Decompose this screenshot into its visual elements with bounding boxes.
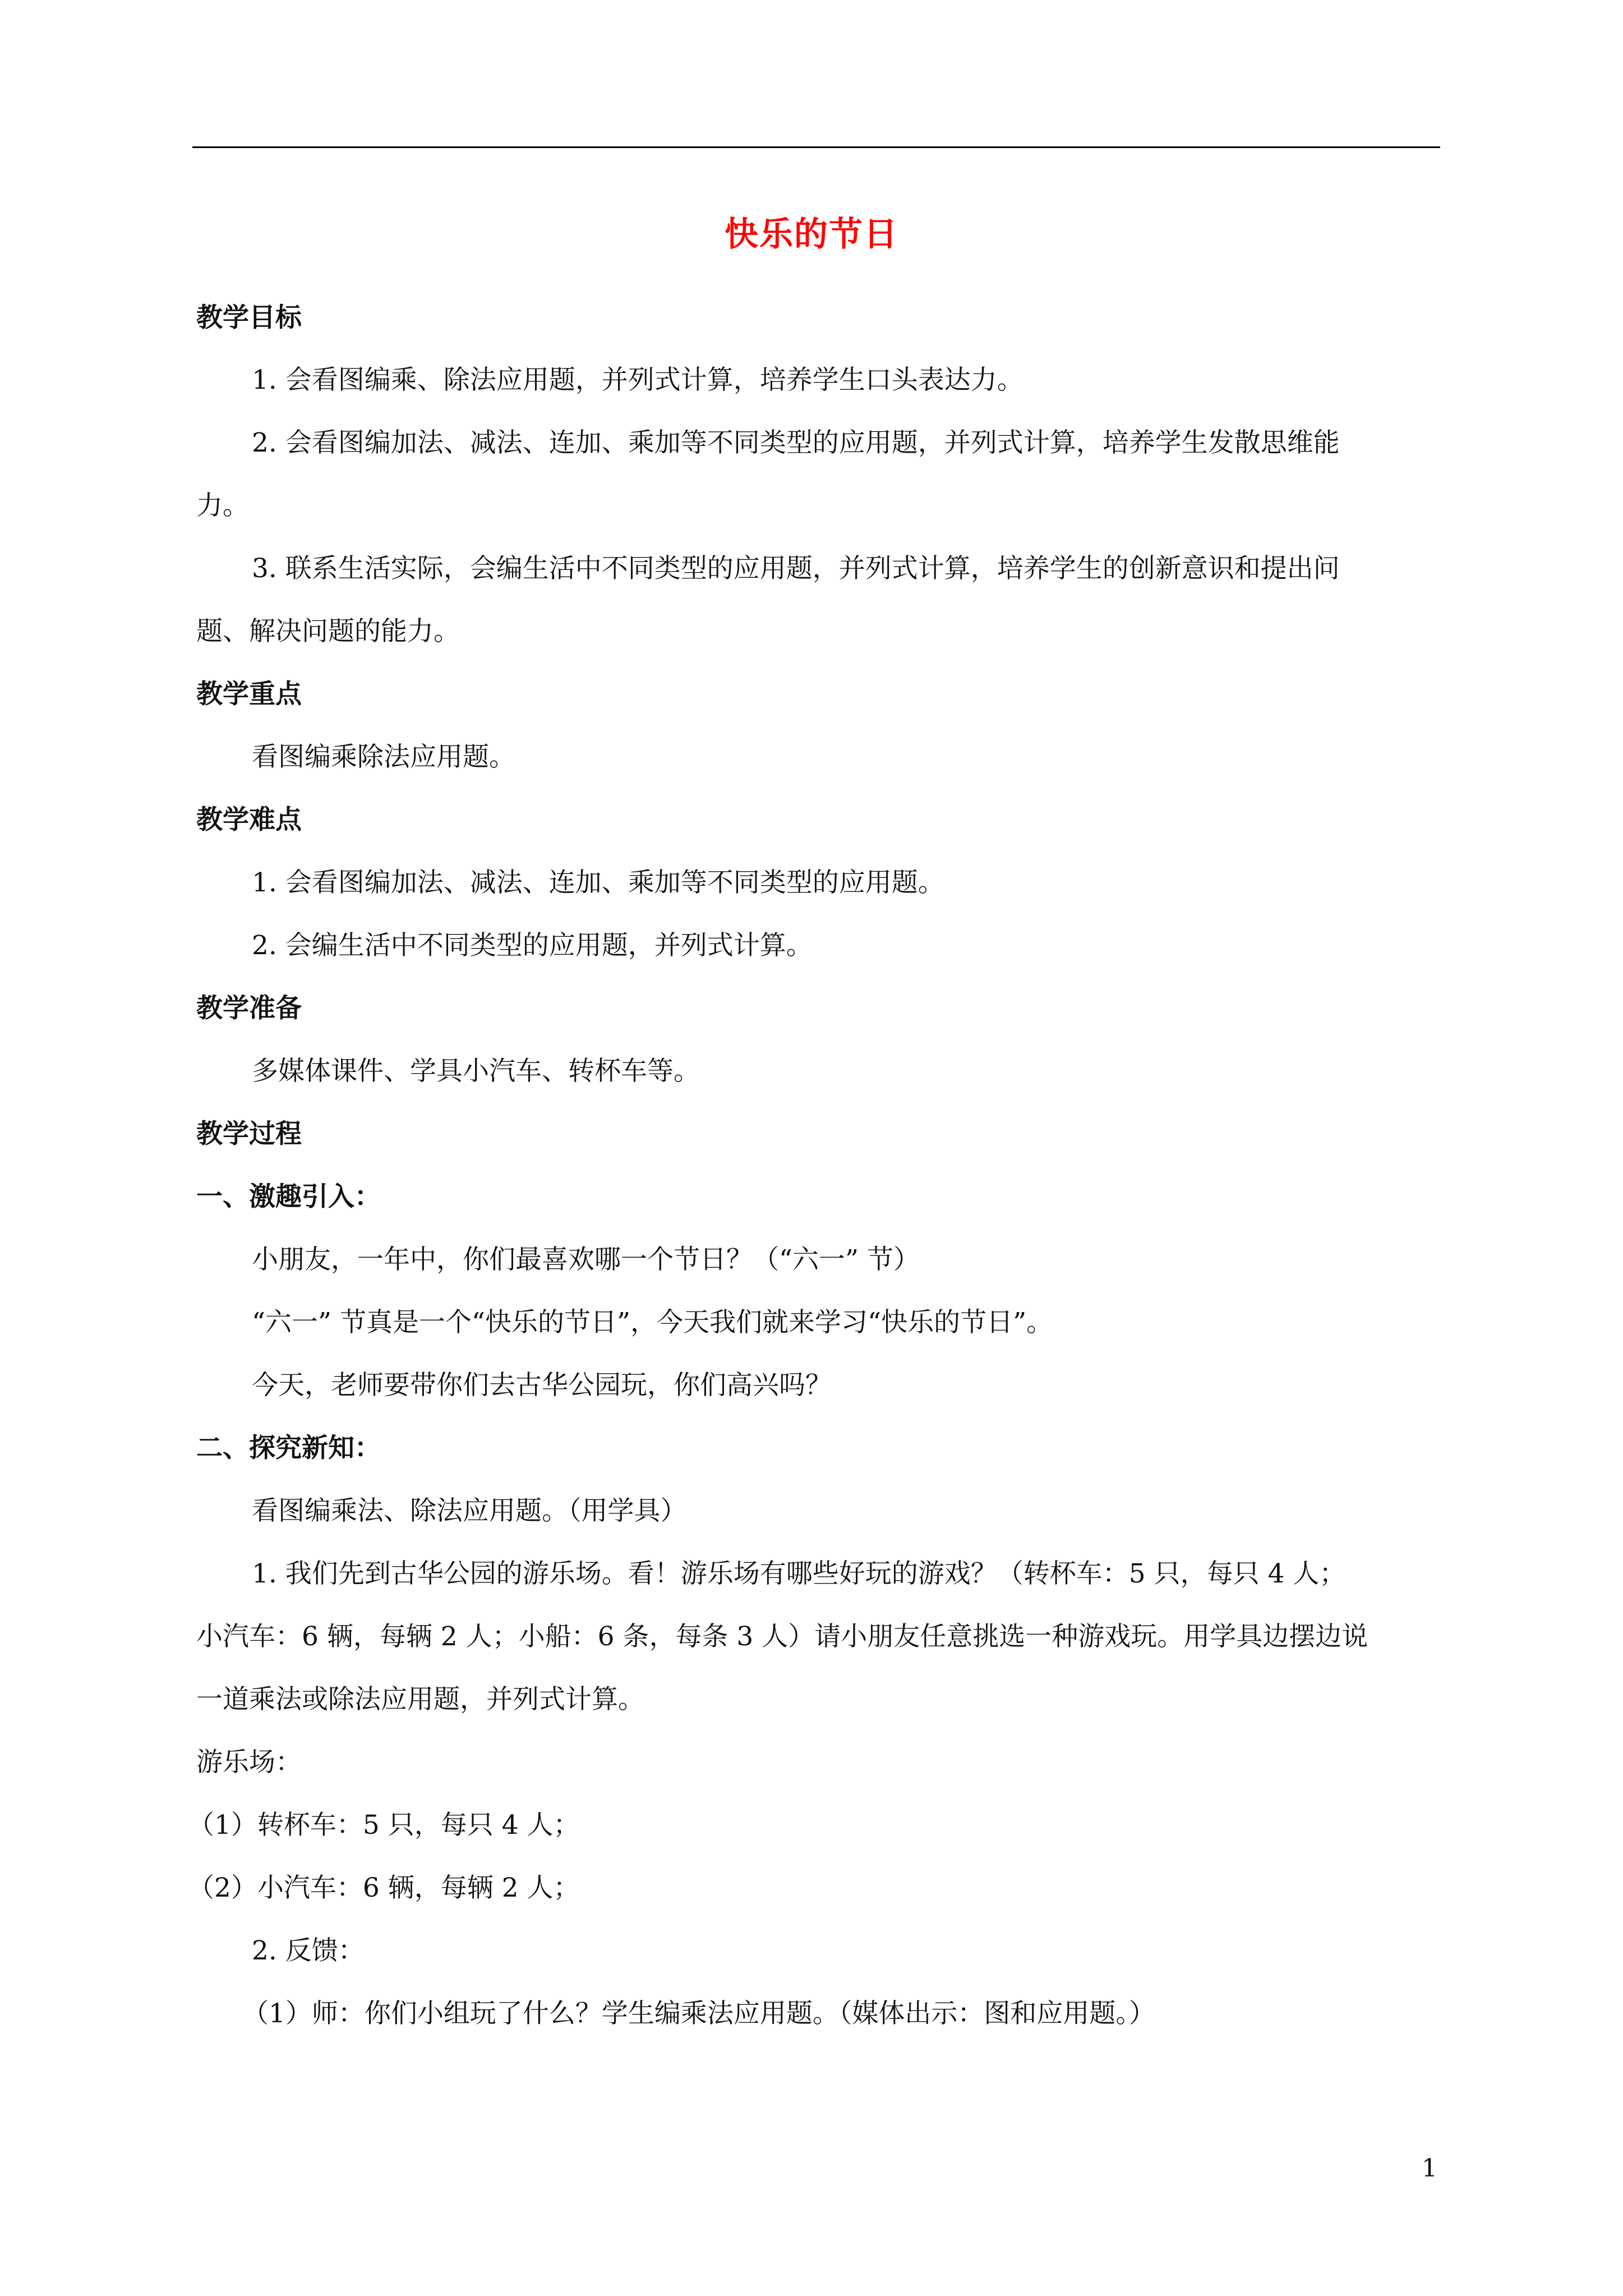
heading-preparation: 教学准备 [196,993,302,1024]
preparation-item: 多媒体课件、学具小汽车、转杯车等。 [252,1056,700,1087]
heading-teaching-process: 教学过程 [196,1119,302,1149]
list-item-1: （1）转杯车：5 只，每只 4 人； [188,1810,580,1841]
explore-paragraph-2-line-1: 1. 我们先到古华公园的游乐场。看！游乐场有哪些好玩的游戏？（转杯车：5 只，每只 4 人； [252,1558,1346,1589]
explore-paragraph-1: 看图编乘法、除法应用题。（用学具） [252,1496,687,1526]
heading-difficult-points: 教学难点 [196,804,302,835]
heading-part-2-explore: 二、探究新知： [196,1433,381,1464]
difficult-point-item-2: 2. 会编生活中不同类型的应用题，并列式计算。 [252,930,813,961]
intro-paragraph-3: 今天，老师要带你们去古华公园玩，你们高兴吗？ [252,1370,832,1401]
intro-paragraph-1: 小朋友，一年中，你们最喜欢哪一个节日？（“六一” 节） [252,1244,920,1275]
key-point-item: 看图编乘除法应用题。 [252,742,515,772]
goal-item-2-line-2: 力。 [196,490,249,521]
heading-teaching-goals: 教学目标 [196,302,302,333]
page-number: 1 [1422,2154,1437,2183]
document-title: 快乐的节日 [725,215,898,254]
header-rule [192,146,1440,148]
heading-part-1-intro: 一、激趣引入： [196,1181,381,1212]
goal-item-3-line-1: 3. 联系生活实际，会编生活中不同类型的应用题，并列式计算，培养学生的创新意识和提出问 [252,553,1340,584]
explore-paragraph-2-line-2: 小汽车：6 辆，每辆 2 人；小船：6 条，每条 3 人）请小朋友任意挑选一种游戏玩。用学具边摆边说 [196,1621,1368,1652]
amusement-park-label: 游乐场： [196,1747,302,1778]
heading-key-points: 教学重点 [196,679,302,710]
difficult-point-item-1: 1. 会看图编加法、减法、连加、乘加等不同类型的应用题。 [252,867,944,898]
goal-item-2-line-1: 2. 会看图编加法、减法、连加、乘加等不同类型的应用题，并列式计算，培养学生发散思维能 [252,427,1340,458]
goal-item-1: 1. 会看图编乘、除法应用题，并列式计算，培养学生口头表达力。 [252,365,1023,395]
explore-paragraph-2-line-3: 一道乘法或除法应用题，并列式计算。 [196,1684,644,1715]
feedback-item-1: （1）师：你们小组玩了什么？学生编乘法应用题。（媒体出示：图和应用题。） [242,1998,1155,2029]
intro-paragraph-2: “六一” 节真是一个“快乐的节日”，今天我们就来学习“快乐的节日”。 [252,1307,1053,1338]
goal-item-3-line-2: 题、解决问题的能力。 [196,616,460,647]
list-item-2: （2）小汽车：6 辆，每辆 2 人； [188,1872,580,1903]
feedback-label: 2. 反馈： [252,1935,365,1966]
